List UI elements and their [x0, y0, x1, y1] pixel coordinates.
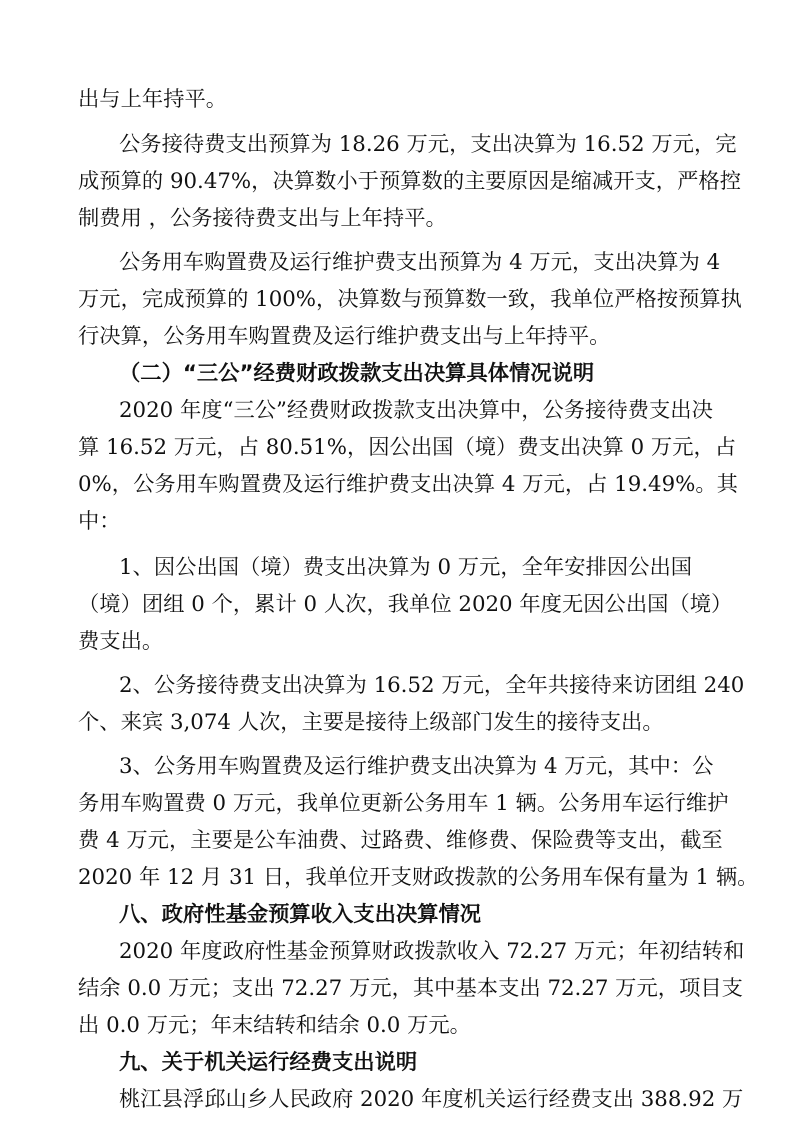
- paragraph-line: 出与上年持平。: [78, 87, 228, 112]
- paragraph-line: 桃江县浮邱山乡人民政府 2020 年度机关运行经费支出 388.92 万: [119, 1087, 744, 1112]
- paragraph-line: 0%，公务用车购置费及运行维护费支出决算 4 万元，占 19.49%。其: [78, 472, 738, 497]
- paragraph-line: 出 0.0 万元；年末结转和结余 0.0 万元。: [78, 1013, 471, 1038]
- paragraph-line: 1、因公出国（境）费支出决算为 0 万元，全年安排因公出国: [119, 555, 693, 580]
- paragraph-line: 行决算，公务用车购置费及运行维护费支出与上年持平。: [78, 324, 611, 349]
- paragraph-line: （境）团组 0 个，累计 0 人次，我单位 2020 年度无因公出国（境）: [78, 592, 733, 617]
- paragraph-line: 制费用 ，公务接待费支出与上年持平。: [78, 206, 447, 231]
- paragraph-line: 成预算的 90.47%，决算数小于预算数的主要原因是缩减开支，严格控: [78, 169, 741, 194]
- paragraph-line: 务用车购置费 0 万元，我单位更新公务用车 1 辆。公务用车运行维护: [78, 791, 729, 816]
- paragraph-line: 结余 0.0 万元；支出 72.27 万元，其中基本支出 72.27 万元，项目支: [78, 976, 743, 1001]
- paragraph-line: 万元，完成预算的 100%，决算数与预算数一致，我单位严格按预算执: [78, 287, 742, 312]
- paragraph-line: 费支出。: [78, 629, 164, 654]
- paragraph-line: 3、公务用车购置费及运行维护费支出决算为 4 万元，其中：公: [119, 754, 714, 779]
- paragraph-line: 算 16.52 万元，占 80.51%，因公出国（境）费支出决算 0 万元，占: [78, 435, 737, 460]
- section-heading: （二）“三公”经费财政拨款支出决算具体情况说明: [119, 361, 595, 386]
- paragraph-line: 2020 年度“三公”经费财政拨款支出决算中，公务接待费支出决: [119, 398, 713, 423]
- section-heading: 八、政府性基金预算收入支出决算情况: [119, 902, 482, 927]
- paragraph-line: 2020 年 12 月 31 日，我单位开支财政拨款的公务用车保有量为 1 辆。: [78, 865, 759, 890]
- paragraph-line: 公务接待费支出预算为 18.26 万元，支出决算为 16.52 万元，完: [119, 132, 737, 157]
- paragraph-line: 2020 年度政府性基金预算财政拨款收入 72.27 万元；年初结转和: [119, 939, 745, 964]
- paragraph-line: 公务用车购置费及运行维护费支出预算为 4 万元，支出决算为 4: [119, 250, 721, 275]
- paragraph-line: 2、公务接待费支出决算为 16.52 万元，全年共接待来访团组 240: [119, 673, 745, 698]
- section-heading: 九、关于机关运行经费支出说明: [119, 1050, 418, 1075]
- paragraph-line: 中：: [78, 509, 121, 534]
- paragraph-line: 费 4 万元，主要是公车油费、过路费、维修费、保险费等支出，截至: [78, 828, 723, 853]
- paragraph-line: 个、来宾 3,074 人次，主要是接待上级部门发生的接待支出。: [78, 710, 664, 735]
